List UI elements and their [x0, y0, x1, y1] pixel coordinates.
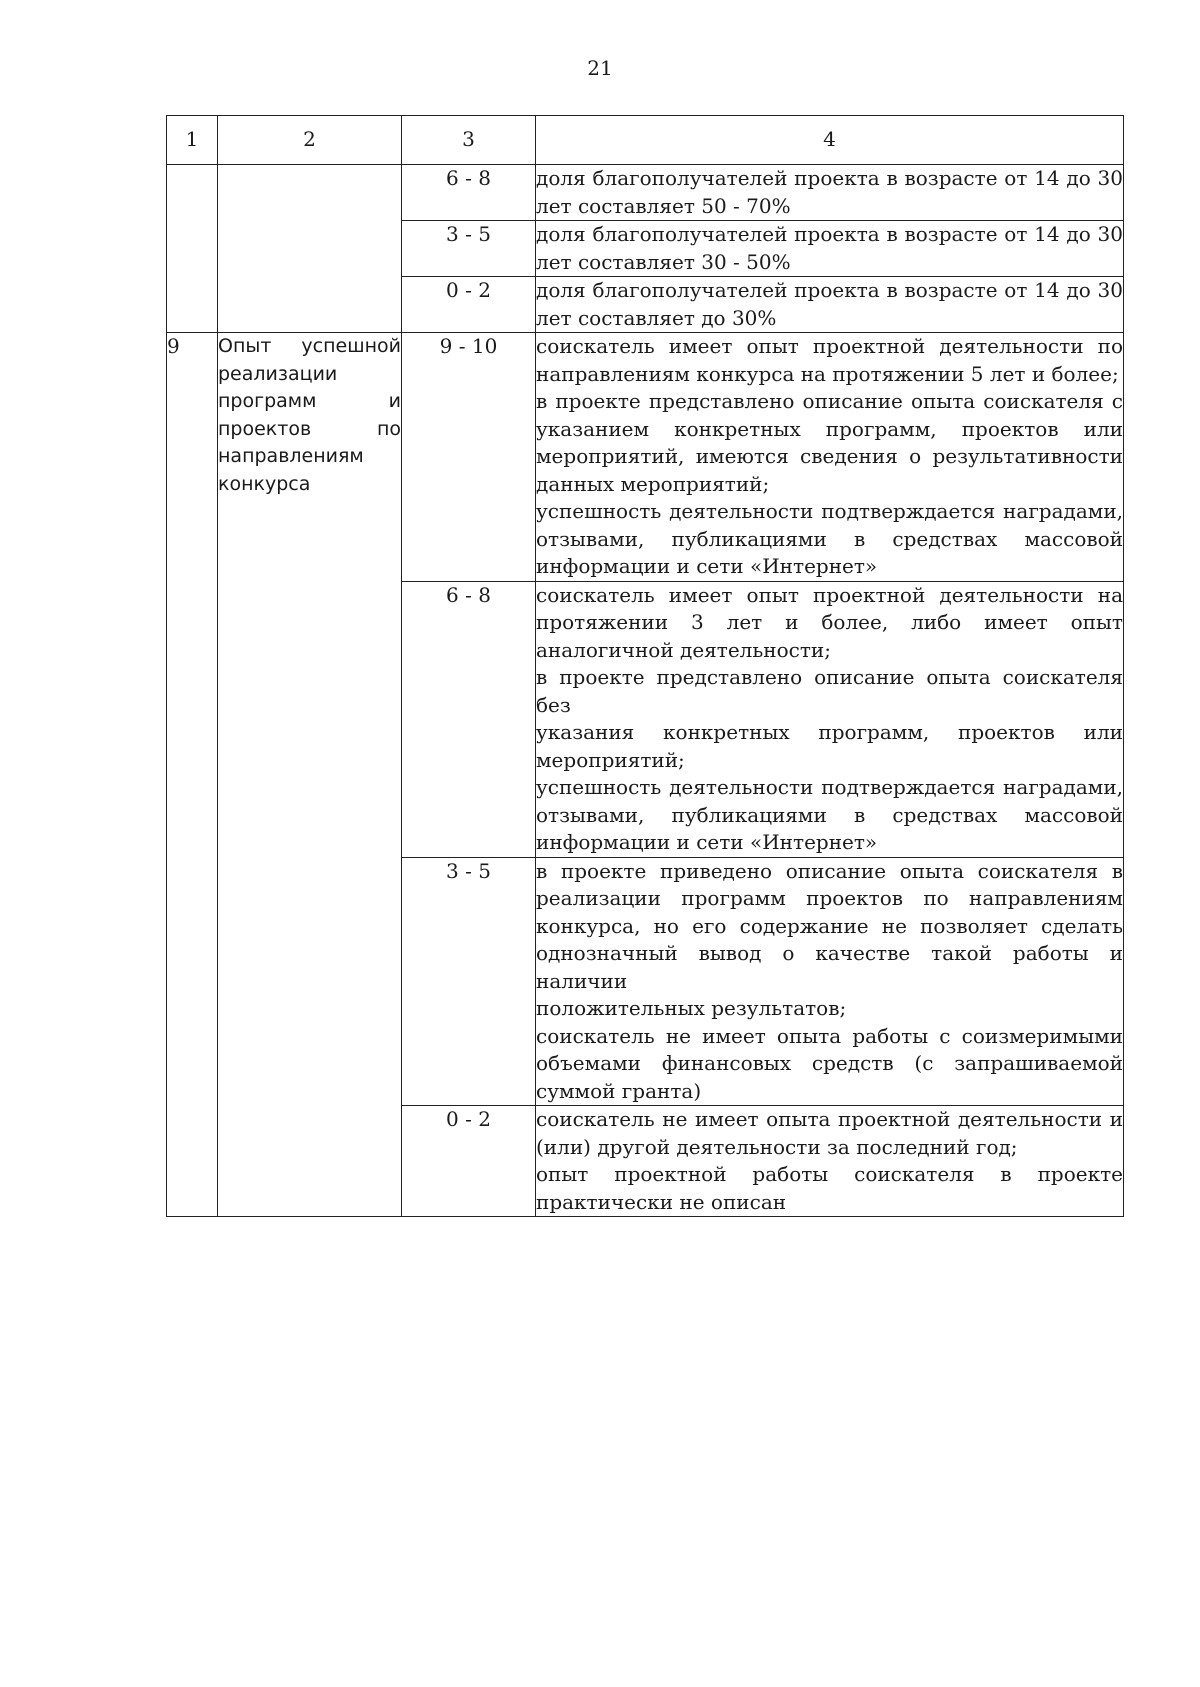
description-line: направлениям конкурса на протяжении 5 лет и более;: [536, 361, 1119, 386]
column-header-2: 2: [218, 116, 402, 165]
description-cell: [536, 221, 1124, 277]
criteria-table: [166, 115, 1124, 1217]
description-line: соискатель имеет опыт проектной деятельности на: [536, 582, 1123, 607]
table-row: [167, 165, 1124, 221]
description-cell: [536, 1106, 1124, 1217]
column-header-3: 3: [402, 116, 536, 165]
description-line: аналогичной деятельности;: [536, 637, 831, 662]
description-line: опыт проектной работы соискателя в проекте: [536, 1162, 1123, 1186]
score-cell: 9 - 10: [402, 333, 536, 582]
description-line: мероприятий;: [536, 747, 685, 772]
criterion-number: 9: [167, 333, 218, 1217]
description-line: положительных результатов;: [536, 996, 847, 1020]
description-cell: [536, 165, 1124, 221]
score-cell: 6 - 8: [402, 581, 536, 857]
description-line: суммой гранта): [536, 1078, 702, 1103]
description-line: лет составляет 50 - 70%: [536, 193, 791, 218]
page-number: 21: [587, 56, 613, 80]
description-line: лет составляет до 30%: [536, 305, 777, 330]
description-line: конкурса, но его содержание не позволяет сделать: [536, 913, 1123, 938]
column-header-4: 4: [536, 116, 1124, 165]
description-line: успешность деятельности подтверждается наградами,: [536, 775, 1123, 799]
description-line: данных мероприятий;: [536, 471, 770, 496]
description-line: практически не описан: [536, 1189, 787, 1214]
description-line: информации и сети «Интернет»: [536, 554, 878, 578]
description-line: доля благополучателей проекта в возрасте от 14 до 30: [536, 222, 1123, 246]
description-line: отзывами, публикациями в средствах массовой: [536, 802, 1123, 827]
description-line: (или) другой деятельности за последний год;: [536, 1134, 1018, 1159]
description-cell: [536, 277, 1124, 333]
description-line: протяжении 3 лет и более, либо имеет опыт: [536, 610, 1123, 634]
description-line: информации и сети «Интернет»: [536, 830, 878, 854]
criterion-name: Опыт успешной реализации программ и проектов по направлениям конкурса: [218, 333, 402, 1217]
description-line: отзывами, публикациями в средствах массовой: [536, 526, 1123, 551]
description-line: в проекте приведено описание опыта соискателя в: [536, 858, 1123, 883]
header-row: [167, 116, 1124, 165]
description-line: доля благополучателей проекта в возрасте от 14 до 30: [536, 278, 1123, 302]
column-header-1: 1: [167, 116, 218, 165]
description-line: соискатель не имеет опыта работы с соизмеримыми: [536, 1023, 1123, 1048]
description-line: в проекте представлено описание опыта соискателя без: [536, 665, 1123, 717]
empty-number-cell: [167, 165, 218, 333]
description-line: однозначный вывод о качестве такой работы и наличии: [536, 941, 1123, 993]
score-cell: 3 - 5: [402, 857, 536, 1106]
description-line: указанием конкретных программ, проектов или: [536, 416, 1123, 441]
score-cell: 6 - 8: [402, 165, 536, 221]
description-cell: [536, 857, 1124, 1106]
score-cell: 0 - 2: [402, 277, 536, 333]
table-row: [167, 333, 1124, 582]
description-cell: [536, 333, 1124, 582]
score-cell: 0 - 2: [402, 1106, 536, 1217]
score-cell: 3 - 5: [402, 221, 536, 277]
description-line: лет составляет 30 - 50%: [536, 249, 791, 274]
description-line: объемами финансовых средств (с запрашиваемой: [536, 1051, 1123, 1075]
description-cell: [536, 581, 1124, 857]
description-line: успешность деятельности подтверждается наградами,: [536, 499, 1123, 523]
description-line: соискатель имеет опыт проектной деятельности по: [536, 334, 1123, 358]
description-line: указания конкретных программ, проектов или: [536, 720, 1123, 744]
description-line: доля благополучателей проекта в возрасте от 14 до 30: [536, 166, 1123, 190]
description-line: в проекте представлено описание опыта соискателя с: [536, 389, 1123, 413]
empty-criterion-cell: [218, 165, 402, 333]
description-line: реализации программ проектов по направлениям: [536, 886, 1123, 910]
description-line: мероприятий, имеются сведения о результативности: [536, 444, 1123, 468]
description-line: соискатель не имеет опыта проектной деятельности и: [536, 1107, 1123, 1131]
